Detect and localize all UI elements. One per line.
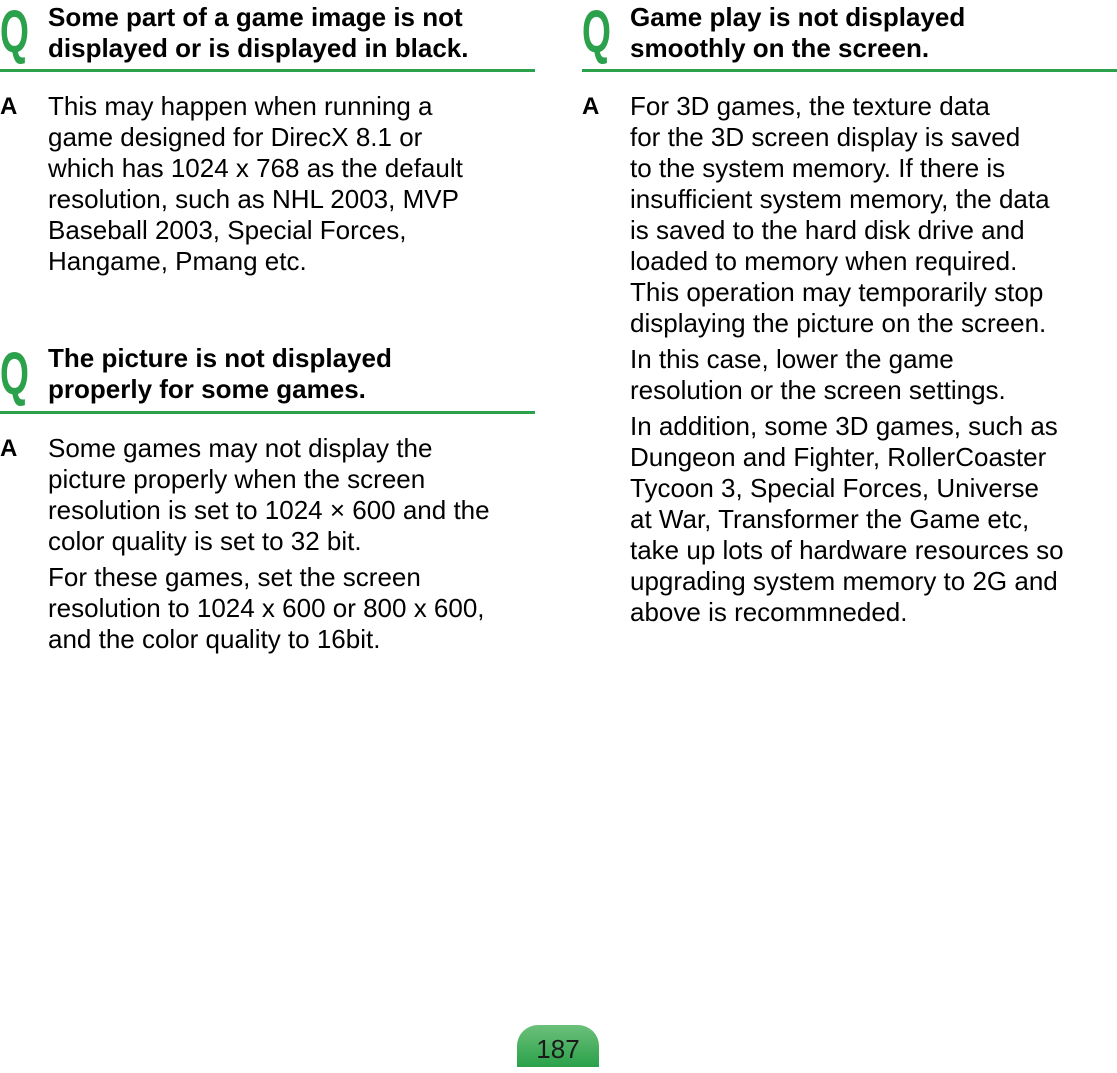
question-text: Game play is not displayed smoothly on the screen. bbox=[630, 2, 966, 63]
answer-marker: A bbox=[582, 93, 600, 120]
qa-item bbox=[0, 342, 535, 655]
answer-paragraph: For these games, set the screen resolution to 1024 x 600 or 800 x 600, and the color quality to 16bit. bbox=[48, 562, 485, 654]
question-marker: Q bbox=[582, 0, 611, 65]
answer bbox=[0, 433, 535, 655]
answer-paragraph: In addition, some 3D games, such as Dungeon and Fighter, RollerCoaster Tycoon 3, Special Forces, Universe at War, Transformer the Game etc, take up lots of hardware resources so upgrading system memory to 2G and above is recommneded. bbox=[630, 411, 1064, 627]
question-header bbox=[582, 0, 1117, 72]
answer-paragraph: For 3D games, the texture data for the 3D screen display is saved to the system memory. If there is insufficient system memory, the data is saved to the hard disk drive and loaded to memory when required. This operation may temporarily stop displaying the picture on the screen. bbox=[630, 91, 1050, 338]
question-marker: Q bbox=[0, 0, 29, 65]
answer bbox=[0, 91, 535, 277]
left-column bbox=[0, 0, 535, 654]
answer-marker: A bbox=[0, 435, 18, 462]
answer-paragraph: In this case, lower the game resolution or the screen settings. bbox=[630, 344, 1006, 405]
question-marker: Q bbox=[0, 340, 29, 407]
answer bbox=[582, 91, 1117, 628]
question-header bbox=[0, 0, 535, 72]
answer-marker: A bbox=[0, 93, 18, 120]
answer-paragraph: Some games may not display the picture properly when the screen resolution is set to 1024 × 600 and the color quality is set to 32 bit. bbox=[48, 433, 490, 556]
qa-item bbox=[0, 0, 535, 277]
answer-paragraph: This may happen when running a game designed for DirecX 8.1 or which has 1024 x 768 as the default resolution, such as NHL 2003, MVP Baseball 2003, Special Forces, Hangame, Pmang etc. bbox=[48, 91, 463, 276]
question-text: Some part of a game image is not displayed or is displayed in black. bbox=[48, 2, 469, 63]
page-number: 187 bbox=[517, 1025, 599, 1067]
right-column bbox=[582, 0, 1117, 628]
qa-item bbox=[582, 0, 1117, 628]
question-text: The picture is not displayed properly for some games. bbox=[48, 343, 392, 404]
question-header bbox=[0, 342, 535, 414]
